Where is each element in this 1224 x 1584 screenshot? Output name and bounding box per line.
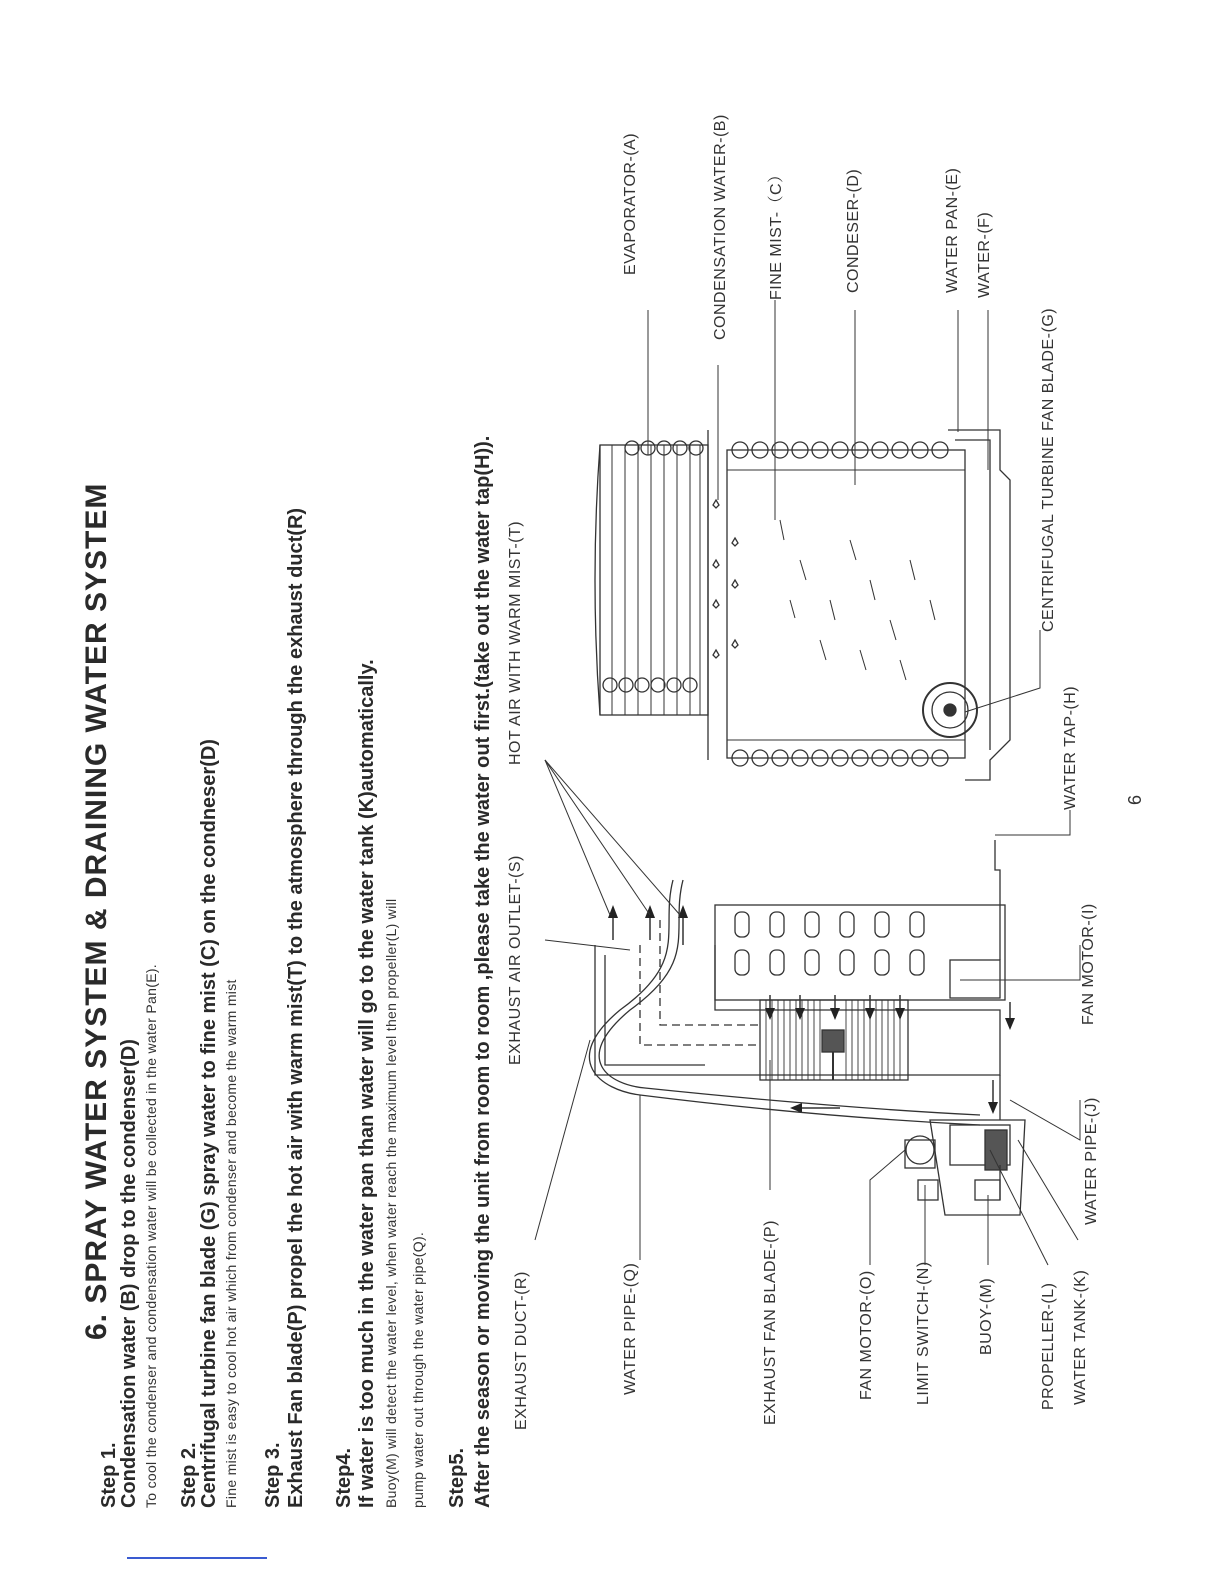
step5-bold: After the season or moving the unit from room to room ,please take the water out first.(take out the water tap(H)). [472,435,494,1508]
label-buoy: BUOY-(M) [978,1277,995,1355]
label-water-tank: WATER TANK-(K) [1072,1269,1089,1405]
label-fan-motor-i: FAN MOTOR-(I) [1080,903,1097,1025]
label-water-pan: WATER PAN-(E) [944,167,961,293]
label-exhaust-fan-blade: EXHAUST FAN BLADE-(P) [762,1220,779,1425]
label-centrifugal: CENTRIFUGAL TURBINE FAN BLADE-(G) [1040,307,1057,632]
page-number: 6 [1125,794,1145,805]
label-water-tap: WATER TAP-(H) [1062,685,1079,810]
step5-heading: Step5. [446,1447,468,1508]
label-propeller: PROPELLER-(L) [1040,1282,1057,1410]
label-condeser: CONDESER-(D) [845,168,862,293]
label-water-pipe-q: WATER PIPE-(Q) [622,1262,639,1395]
label-evaporator: EVAPORATOR-(A) [622,132,639,275]
step1-bold: Condensation water (B) drop to the condenser(D) [118,1039,140,1508]
step1-heading: Step 1. [98,1442,120,1508]
step3-heading: Step 3. [262,1442,284,1508]
step3-bold: Exhaust Fan blade(P) propel the hot air with warm mist(T) to the atmosphere through the exhaust duct(R) [285,507,307,1508]
step1-text: To cool the condenser and condensation water will be collected in the water Pan(E). [143,964,159,1508]
label-condensation-water: CONDENSATION WATER-(B) [712,114,729,340]
condensation-drops [708,430,738,760]
bottom-rule [127,1557,267,1559]
step2-bold: Centrifugal turbine fan blade (G) spray water to fine mist (C) on the condneser(D) [198,739,220,1508]
label-water: WATER-(F) [976,211,993,298]
centrifugal-fan [923,683,977,737]
water-tank-assembly [905,1120,1025,1215]
step4-text-line2: pump water out through the water pipe(Q). [410,1231,426,1508]
label-exhaust-outlet: EXHAUST AIR OUTLET-(S) [507,855,524,1065]
water-pan [948,430,1010,780]
label-water-pipe-j: WATER PIPE-(J) [1083,1097,1100,1225]
label-limit-switch: LIMIT SWITCH-(N) [915,1261,932,1405]
exhaust-housing [715,905,1005,1000]
evaporator-coil [595,441,708,715]
step4-bold: If water is too much in the water pan than water will go to the water tank (K)automatically. [356,659,378,1508]
step2-heading: Step 2. [178,1442,200,1508]
condenser-coil [727,442,965,766]
step4-text-line1: Buoy(M) will detect the water level, when water reach the maximum level then propeller(L) will [383,898,399,1508]
step2-text: Fine mist is easy to cool hot air which from condenser and become the warm mist [223,979,239,1508]
page-title: 6. SPRAY WATER SYSTEM & DRAINING WATER SYSTEM [80,482,113,1340]
step4-heading: Step4. [333,1447,355,1508]
exhaust-duct [595,920,1000,1075]
label-fine-mist: FINE MIST-（C） [768,166,785,300]
label-exhaust-duct: EXHAUST DUCT-(R) [513,1271,530,1430]
label-hot-air: HOT AIR WITH WARM MIST-(T) [507,520,524,765]
label-fan-motor-o: FAN MOTOR-(O) [858,1270,875,1400]
air-flow-arrows [613,915,1010,1108]
